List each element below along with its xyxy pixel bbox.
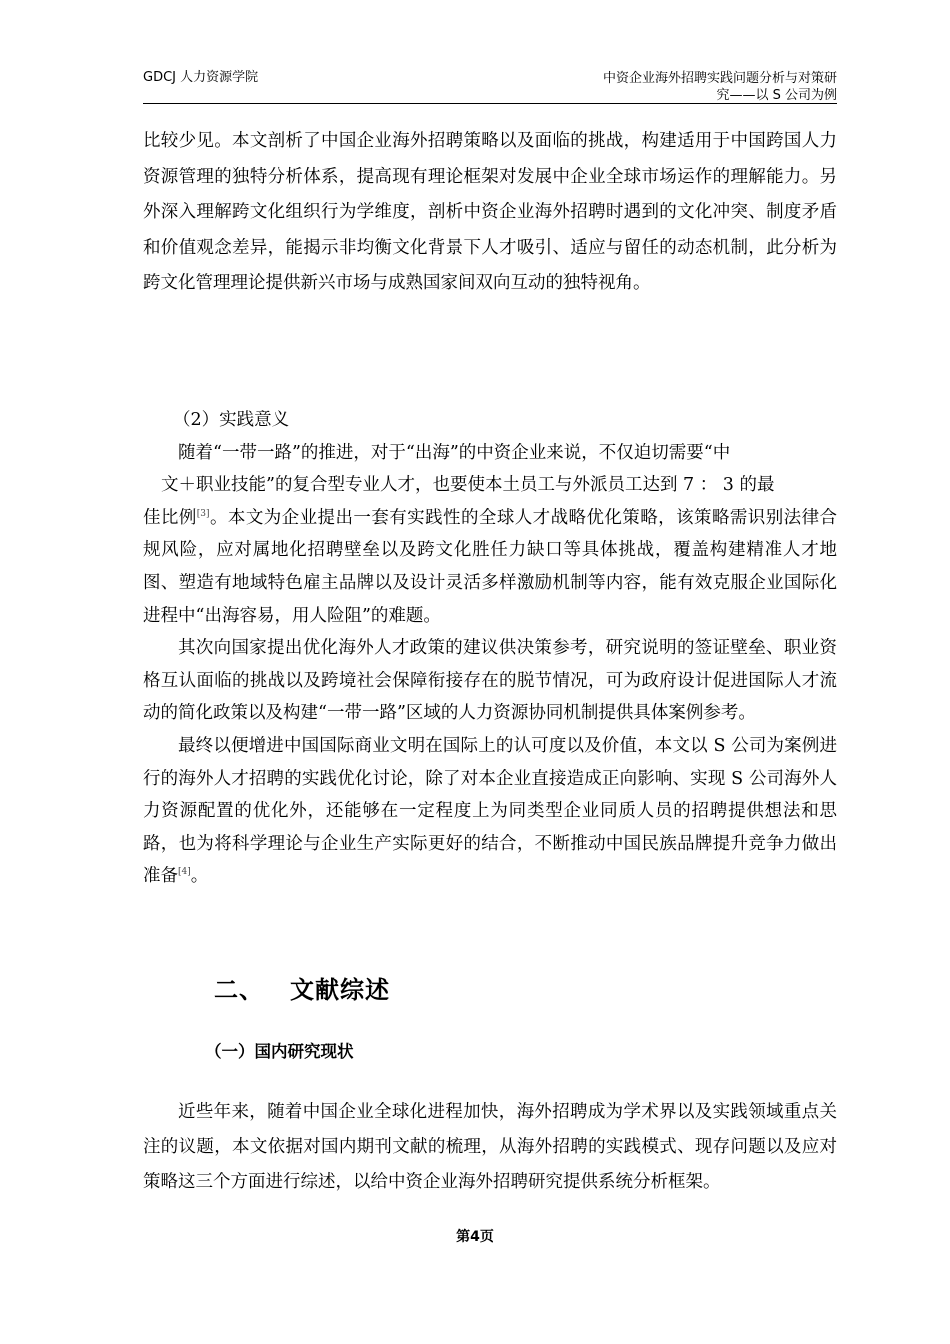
section-number: 二、	[214, 976, 264, 1004]
paragraph-practice-rest	[143, 502, 837, 632]
paragraph-conclusion	[143, 730, 837, 893]
practice-text-start: 佳比例	[143, 507, 197, 528]
paragraph-practice-line1: 随着“一带一路”的推进，对于“出海”的中资企业来说，不仅迫切需要“中	[178, 442, 731, 463]
conclusion-text: 最终以便增进中国国际商业文明在国际上的认可度以及价值，本文以 S 公司为案例进行的海外人才招聘的实践优化讨论，除了对本企业直接造成正向影响、实现 S 公司海外人力资源配置的优化外，还能够在一定程度上为同类型企业同质人员的招聘提供想法和思路，也为将科学理论与企业生产实际更好的结合，不断推动中国民族品牌提升竞争力做出准备	[143, 735, 837, 887]
subsection-heading-practice: （2）实践意义	[173, 410, 290, 430]
conclusion-end: 。	[190, 866, 209, 887]
practice-text-end: 。本文为企业提出一套有实践性的全球人才战略优化策略，该策略需识别法律合规风险，应对属地化招聘壁垒以及跨文化胜任力缺口等具体挑战，覆盖构建精准人才地图、塑造有地域特色雇主品牌以及设计灵活多样激励机制等内容，能有效克服企业国际化进程中“出海容易，用人险阻”的难题。	[143, 507, 838, 626]
header-title-line2: 究——以 S 公司为例	[716, 88, 837, 103]
header-thesis-title	[507, 70, 837, 104]
page-number: 第4页	[456, 1229, 494, 1245]
paragraph-practice-line2: 文＋职业技能”的复合型专业人才，也要使本土员工与外派员工达到 7 ： 3 的最	[161, 475, 775, 496]
citation-ref-3: [3]	[196, 508, 210, 519]
header-divider	[143, 103, 837, 104]
practice-significance-section	[143, 404, 837, 893]
paragraph-domestic-research: 近些年来，随着中国企业全球化进程加快，海外招聘成为学术界以及实践领域重点关注的议题，本文依据对国内期刊文献的梳理，从海外招聘的实践模式、现存问题以及应对策略这三个方面进行综述，以给中资企业海外招聘研究提供系统分析框架。	[143, 1102, 837, 1192]
section-heading-literature-review	[214, 975, 390, 1005]
subsection-heading-domestic-research: （一）国内研究现状	[205, 1042, 354, 1061]
header-title-line1: 中资企业海外招聘实践问题分析与对策研	[602, 71, 837, 86]
paragraph-policy: 其次向国家提出优化海外人才政策的建议供决策参考，研究说明的签证壁垒、职业资格互认面临的挑战以及跨境社会保障衔接存在的脱节情况，可为政府设计促进国际人才流动的简化政策以及构建“一带一路”区域的人力资源协同机制提供具体案例参考。	[143, 638, 837, 724]
section-title: 文献综述	[290, 976, 390, 1004]
header-institution: GDCJ 人力资源学院	[143, 70, 259, 85]
citation-ref-4: [4]	[178, 867, 191, 878]
paragraph-theory-significance: 比较少见。本文剖析了中国企业海外招聘策略以及面临的挑战，构建适用于中国跨国人力资源管理的独特分析体系，提高现有理论框架对发展中企业全球市场运作的理解能力。另外深入理解跨文化组织行为学维度，剖析中资企业海外招聘时遇到的文化冲突、制度矛盾和价值观念差异，能揭示非均衡文化背景下人才吸引、适应与留任的动态机制，此分析为跨文化管理理论提供新兴市场与成熟国家间双向互动的独特视角。	[143, 131, 837, 293]
